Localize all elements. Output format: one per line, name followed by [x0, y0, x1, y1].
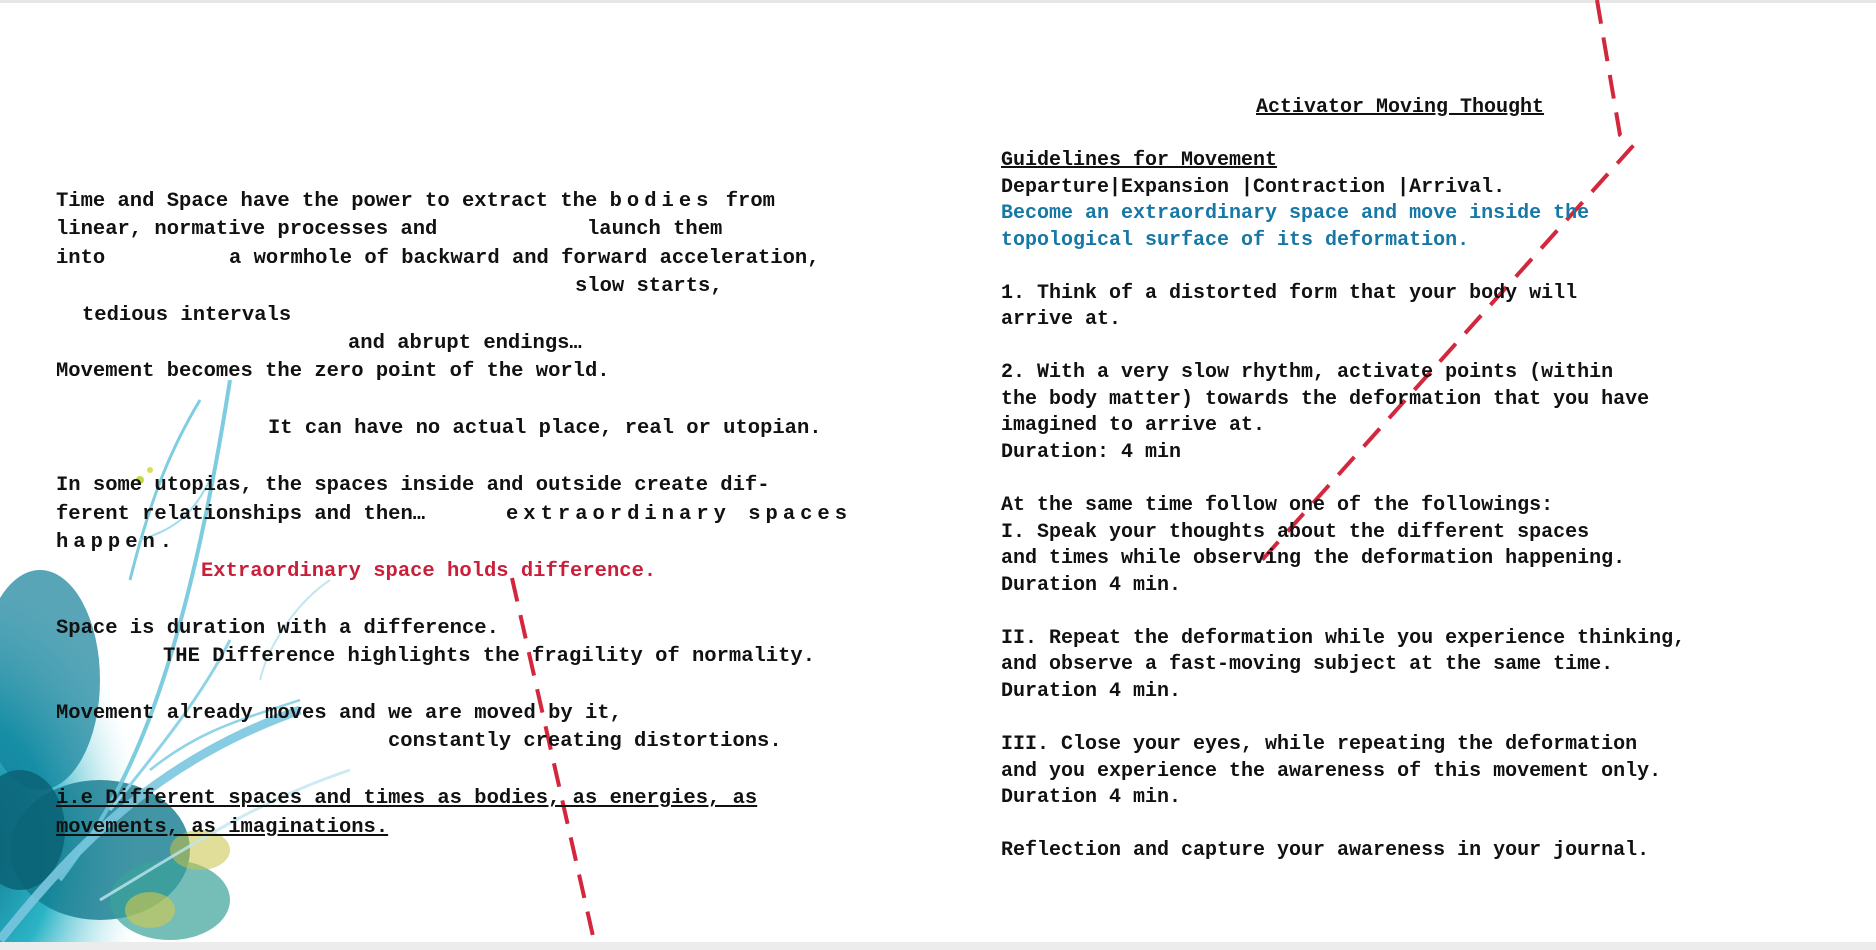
line: slow starts, — [575, 275, 723, 298]
line: and times while observing the deformation happening. — [1001, 547, 1626, 570]
underlined-line: movements, as imaginations. — [56, 816, 389, 839]
line: and abrupt endings… — [348, 332, 582, 355]
line: launch them — [587, 218, 723, 241]
line: It can have no actual place, real or utopian. — [268, 417, 822, 440]
line: extraordinary spaces — [506, 503, 853, 526]
line: III. Close your eyes, while repeating the deformation — [1001, 733, 1638, 756]
line: 2. With a very slow rhythm, activate points (within — [1001, 361, 1614, 384]
top-edge — [0, 0, 1876, 3]
bottom-edge — [0, 942, 1876, 950]
line: Duration 4 min. — [1001, 574, 1182, 597]
line: arrive at. — [1001, 308, 1122, 331]
line: Space is duration with a difference. — [56, 617, 499, 640]
line: ferent relationships and then… — [56, 503, 426, 526]
line: Reflection and capture your awareness in your journal. — [1001, 839, 1650, 862]
line: II. Repeat the deformation while you experience thinking, — [1001, 627, 1686, 650]
line: constantly creating distortions. — [388, 730, 782, 753]
line: Duration 4 min. — [1001, 786, 1182, 809]
line: Movement already moves and we are moved by it, — [56, 702, 622, 725]
line: a wormhole of backward and forward acceleration, — [229, 247, 820, 270]
line: In some utopias, the spaces inside and outside create dif- — [56, 474, 770, 497]
line: into — [56, 247, 106, 270]
line: and observe a fast-moving subject at the same time. — [1001, 653, 1614, 676]
line: THE Difference highlights the fragility of normality. — [163, 645, 816, 668]
line: the body matter) towards the deformation that you have — [1001, 388, 1650, 411]
line: imagined to arrive at. — [1001, 414, 1266, 437]
underlined-line: i.e Different spaces and times as bodies, as energies, as — [56, 787, 758, 810]
phases-line: Departure|Expansion |Contraction |Arrival. — [1001, 176, 1506, 199]
line: happen. — [56, 531, 178, 554]
line: I. Speak your thoughts about the different spaces — [1001, 521, 1590, 544]
line: and you experience the awareness of this movement only. — [1001, 760, 1662, 783]
blue-line: Become an extraordinary space and move inside the — [1001, 202, 1590, 225]
line: Duration 4 min. — [1001, 680, 1182, 703]
line: At the same time follow one of the followings: — [1001, 494, 1554, 517]
line: linear, normative processes and — [56, 218, 438, 241]
section-heading: Guidelines for Movement — [1001, 149, 1278, 172]
line: Time and Space have the power to extract the bodies from — [56, 190, 775, 213]
blue-line: topological surface of its deformation. — [1001, 229, 1470, 252]
line: Movement becomes the zero point of the world. — [56, 360, 610, 383]
highlight-line: Extraordinary space holds difference. — [201, 560, 657, 583]
line: 1. Think of a distorted form that your body will — [1001, 282, 1578, 305]
line: tedious intervals — [82, 304, 292, 327]
page-title: Activator Moving Thought — [1256, 96, 1545, 119]
line: Duration: 4 min — [1001, 441, 1182, 464]
